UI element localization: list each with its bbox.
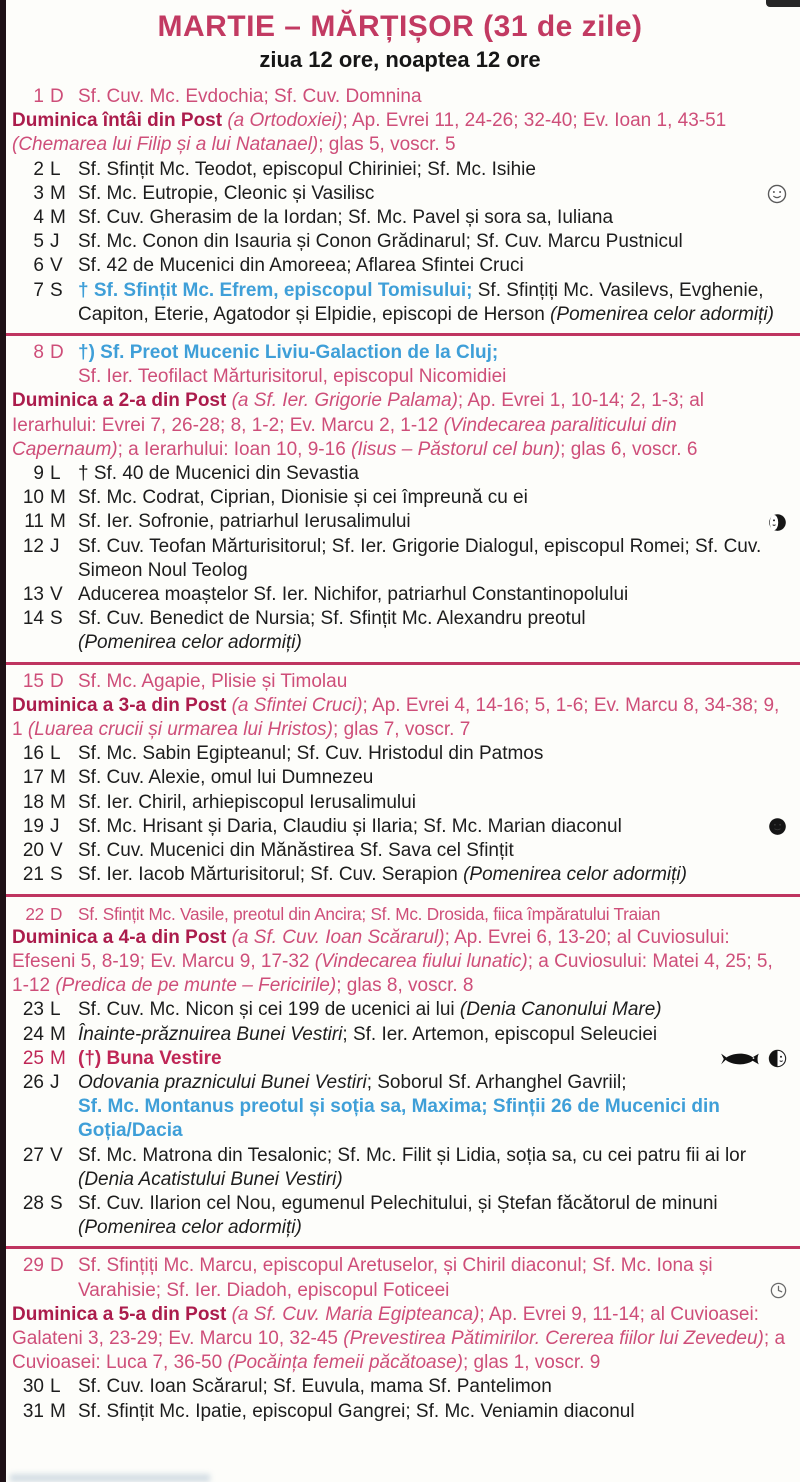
entry-text-segment: (Luarea crucii și urmarea lui Hristos) [27, 719, 334, 741]
first-quarter-moon-icon [767, 1048, 788, 1069]
day-number: 14 [22, 608, 44, 630]
entry-text-segment: Sf. Cuv. Mucenici din Mănăstirea Sf. Sava cel Sfințit [78, 840, 514, 862]
day-number-label [12, 535, 60, 559]
entry-text-segment: Sf. Mc. Hrisant și Daria, Claudiu și Ilaria; Sf. Mc. Marian diaconul [78, 815, 622, 837]
entry-text-segment: Sf. Cuv. Mc. Evdochia; Sf. Cuv. Domnina [78, 86, 422, 107]
entry-text-segment: (Pomenirea celor adormiți) [78, 1217, 302, 1239]
entry-text-segment: (Vindecarea fiului lunatic) [314, 950, 528, 972]
entry-text-segment: Duminica a 2-a din Post [12, 390, 232, 412]
day-number-label [12, 158, 61, 182]
day-number-label [12, 998, 61, 1022]
entry-text-segment: (Pocăința femeii păcătoase) [227, 1352, 463, 1374]
entry-text-segment: Înainte-prăznuirea Bunei Vestiri [78, 1023, 343, 1045]
day-number-label [12, 206, 66, 230]
calendar-entry-day-25 [12, 1047, 790, 1071]
day-number-label [12, 279, 63, 303]
weekday-letter: M [50, 487, 66, 509]
calendar-entry-day-24 [12, 1023, 790, 1047]
entry-text-segment: Sf. Sfințiți Mc. Marcu, episcopul Aretuselor, și Chiril diaconul; Sf. Mc. Iona și Varahisie; Sf. Ier. Diadoh, episcopul Foticeei [78, 1255, 713, 1301]
day-number: 22 [25, 903, 44, 924]
day-number: 13 [22, 584, 44, 606]
page-left-edge [0, 0, 6, 1482]
day-number-label [12, 182, 66, 206]
weekday-letter: J [50, 1071, 60, 1093]
weekday-letter: D [50, 670, 64, 692]
weekday-letter: D [50, 342, 64, 364]
calendar-entry-day-20 [12, 839, 790, 863]
weekday-letter: D [50, 1255, 64, 1277]
day-number-label [12, 510, 66, 534]
weekday-letter: M [50, 511, 66, 533]
day-number-label [12, 863, 63, 887]
entry-text-segment: Sf. Cuv. Benedict de Nursia; Sf. Sfințit Mc. Alexandru preotul [78, 608, 586, 630]
entry-text-segment: Sf. Mc. Eutropie, Cleonic și Vasilisc [78, 182, 375, 204]
day-number-label [12, 1400, 66, 1424]
entry-text-segment: Sf. 42 de Mucenici din Amoreea; Aflarea Sfintei Cruci [78, 255, 524, 277]
day-number: 25 [22, 1047, 44, 1069]
entry-text-segment: Sf. Cuv. Ilarion cel Nou, egumenul Pelechitului, și Ștefan făcătorul de minuni [78, 1192, 718, 1214]
day-number-label [12, 583, 63, 607]
entry-text-segment: (Pomenirea celor adormiți) [463, 864, 687, 886]
calendar-entry-day-13 [12, 583, 790, 607]
sunday-lectionary-paragraph [12, 389, 790, 462]
scan-corner-mark [766, 0, 800, 7]
weekday-letter: L [50, 463, 61, 485]
entry-symbols [767, 510, 788, 534]
day-number-label [12, 486, 66, 510]
day-number-label [12, 85, 64, 109]
weekday-letter: L [50, 999, 61, 1021]
weekday-letter: S [50, 864, 63, 886]
week-separator-line [0, 1246, 800, 1249]
day-number-label [12, 1047, 66, 1071]
entry-text-segment: ; glas 1, voscr. 9 [462, 1352, 601, 1374]
day-number: 28 [22, 1192, 44, 1214]
day-number: 29 [22, 1255, 44, 1277]
calendar-entry-day-28 [12, 1192, 790, 1240]
calendar-entry-day-1 [12, 85, 790, 109]
page-header [0, 0, 800, 73]
day-number-label [12, 462, 61, 486]
calendar-entry-day-6 [12, 254, 790, 278]
day-number: 6 [33, 255, 44, 277]
calendar-entry-day-26 [12, 1071, 790, 1144]
weekday-letter: M [50, 1023, 66, 1045]
month-title: MARTIE – MĂRȚIȘOR (31 de zile) [157, 10, 643, 43]
day-number: 8 [33, 342, 44, 364]
day-number-label [12, 1375, 61, 1399]
new-moon-icon [767, 816, 788, 837]
weekday-letter: L [50, 158, 61, 180]
calendar-entry-day-11 [12, 510, 790, 534]
weekday-letter: M [50, 791, 66, 813]
sunday-lectionary-paragraph [12, 926, 790, 999]
weekday-letter: M [50, 207, 66, 229]
entry-text-segment: Duminica a 3-a din Post [12, 694, 232, 716]
day-number-label [12, 791, 66, 815]
entry-text-segment: Sf. Ier. Iacob Mărturisitorul; Sf. Cuv. Serapion [78, 864, 464, 886]
entry-text-segment: Sf. Sfințiți Mc. Vasilevs, Evghenie, Capiton, Eterie, Agatodor și Elpidie, episcopi de Herson [78, 279, 764, 325]
calendar-entry-day-23 [12, 998, 790, 1022]
full-moon-icon [766, 183, 788, 205]
calendar-entry-day-10 [12, 486, 790, 510]
entry-text-segment: Odovania praznicului Bunei Vestiri [78, 1071, 367, 1093]
day-number: 21 [22, 864, 44, 886]
day-number: 4 [33, 207, 44, 229]
sunday-lectionary-paragraph [12, 1303, 790, 1376]
entry-text-segment: (Denia Canonului Mare) [459, 999, 662, 1021]
entry-text-segment: ; a Ierarhului: Ioan 10, 9-16 [117, 438, 352, 460]
sunday-lectionary-paragraph [12, 694, 790, 742]
calendar-entry-day-2 [12, 158, 790, 182]
weekday-letter: V [50, 1144, 63, 1166]
entry-text-segment: Sf. Cuv. Alexie, omul lui Dumnezeu [78, 767, 374, 789]
day-number-label [12, 1023, 66, 1047]
entry-text-segment: ; Sf. Ier. Artemon, episcopul Seleuciei [342, 1023, 658, 1045]
week-separator-line [0, 333, 800, 336]
entry-text-segment: ; a Cuviosului: Matei 4, 25; 5, 1-12 [12, 950, 773, 997]
entry-text-segment: Sf. Ier. Teofilact Mărturisitorul, episcopul Nicomidiei [78, 366, 507, 388]
weekday-letter: J [50, 231, 60, 253]
day-number: 18 [22, 791, 44, 813]
entry-text-segment: (Prevestirea Pătimirilor. Cererea fiilor lui Zevedeu) [343, 1327, 764, 1349]
fish-icon [720, 1050, 760, 1068]
entry-text-segment: † Sf. 40 de Mucenici din Sevastia [78, 463, 359, 485]
day-number: 12 [22, 535, 44, 557]
entry-text-segment: ; a Cuvioasei: Luca 7, 36-50 [12, 1327, 786, 1374]
entry-text-segment: Sf. Mc. Matrona din Tesalonic; Sf. Mc. Filit și Lidia, soția sa, cu cei patru fii ai lor [78, 1144, 747, 1166]
calendar-entry-day-3 [12, 182, 790, 206]
day-number-label [12, 607, 63, 631]
weekday-letter: L [50, 743, 61, 765]
entry-text-segment: Sf. Mc. Agapie, Plisie și Timolau [78, 670, 348, 692]
day-number: 2 [33, 158, 44, 180]
entry-text-segment: (Pomenirea celor adormiți) [550, 303, 774, 325]
day-night-hours: ziua 12 ore, noaptea 12 ore [259, 47, 541, 72]
weekday-letter: J [50, 535, 60, 557]
day-number: 27 [22, 1144, 44, 1166]
entry-text-segment: (†) Buna Vestire [78, 1047, 222, 1069]
day-number-label [12, 742, 61, 766]
calendar-entry-day-9 [12, 462, 790, 486]
weekday-letter: L [50, 1376, 61, 1398]
day-number-label [12, 766, 66, 790]
entry-text-segment: Sf. Sfințit Mc. Ipatie, episcopul Gangrei; Sf. Mc. Veniamin diaconul [78, 1400, 635, 1422]
calendar-entry-day-22 [12, 902, 790, 926]
entry-text-segment: ; Ap. Evrei 4, 14-16; 5, 1-6; Ev. Marcu 8, 34-38; 9, 1 [12, 694, 780, 741]
entry-text-segment: Sf. Mc. Montanus preotul și soția sa, Maxima; Sfinții 26 de Mucenici din Goția/Dacia [78, 1096, 720, 1142]
entry-text-segment: Sf. Mc. Codrat, Ciprian, Dionisie și cei împreună cu ei [78, 487, 528, 509]
entry-text-segment: (a Sfintei Cruci) [231, 694, 363, 716]
calendar-entry-day-19 [12, 815, 790, 839]
weekday-letter: V [50, 840, 63, 862]
entry-text-segment: (Vindecarea paraliticului din Capernaum) [12, 414, 677, 460]
sunday-lectionary-paragraph [12, 109, 790, 157]
week-separator-line [0, 894, 800, 897]
entry-text-segment: ; glas 6, voscr. 6 [560, 438, 698, 460]
entry-text-segment: Sf. Sfințit Mc. Teodot, episcopul Chiriniei; Sf. Mc. Isihie [78, 158, 536, 180]
day-number-label [12, 1254, 64, 1278]
day-number-label [12, 670, 64, 694]
weekday-letter: S [50, 608, 63, 630]
entry-text-segment: (Denia Acatistului Bunei Vestiri) [78, 1168, 343, 1190]
day-number-label [12, 230, 60, 254]
entry-text-segment: (Predica de pe munte – Fericirile) [55, 975, 337, 997]
entry-text-segment: ; glas 7, voscr. 7 [333, 719, 471, 741]
day-number-label [12, 815, 60, 839]
day-number: 17 [22, 767, 44, 789]
entry-text-segment: Sf. Mc. Conon din Isauria și Conon Grădinarul; Sf. Cuv. Marcu Pustnicul [78, 231, 683, 253]
calendar-entry-day-15 [12, 670, 790, 694]
day-number: 23 [22, 999, 44, 1021]
weekday-letter: V [50, 584, 63, 606]
entry-symbols [766, 182, 788, 206]
entry-text-segment: (a Sf. Ier. Grigorie Palama) [231, 390, 458, 412]
entry-text-segment: ; glas 5, voscr. 5 [318, 134, 456, 156]
entry-text-segment: Duminica a 5-a din Post [12, 1303, 232, 1325]
entry-symbols [720, 1047, 788, 1071]
calendar-list [12, 85, 790, 1424]
entry-text-segment: ; glas 8, voscr. 8 [336, 975, 474, 997]
day-number-label [12, 254, 63, 278]
calendar-entry-day-4 [12, 206, 790, 230]
calendar-entry-day-30 [12, 1375, 790, 1399]
entry-text-segment: (a Sf. Cuv. Ioan Scărarul) [231, 926, 445, 948]
entry-text-segment: Duminica a 4-a din Post [12, 926, 232, 948]
calendar-entry-day-7 [12, 279, 790, 327]
entry-text-segment: (Chemarea lui Filip și a lui Natanael) [12, 134, 319, 156]
day-number-label [12, 839, 63, 863]
weekday-letter: M [50, 767, 66, 789]
calendar-entry-day-27 [12, 1144, 790, 1192]
calendar-entry-day-14 [12, 607, 790, 655]
entry-text-segment: Sf. Cuv. Ioan Scărarul; Sf. Euvula, mama Sf. Pantelimon [78, 1376, 552, 1398]
calendar-entry-day-16 [12, 742, 790, 766]
calendar-entry-day-18 [12, 791, 790, 815]
day-number: 19 [22, 815, 44, 837]
day-number-label [12, 341, 64, 365]
day-number: 26 [22, 1071, 44, 1093]
calendar-entry-day-17 [12, 766, 790, 790]
calendar-entry-day-31 [12, 1400, 790, 1424]
entry-text-segment: (Pomenirea celor adormiți) [78, 632, 302, 654]
entry-text-segment: (a Sf. Cuv. Maria Egipteanca) [231, 1303, 480, 1325]
entry-text-segment: ; Ap. Evrei 9, 11-14; al Cuvioasei: Galateni 3, 23-29; Ev. Marcu 10, 32-45 [12, 1303, 759, 1349]
calendar-entry-day-29 [12, 1254, 790, 1302]
entry-text-segment: ; Ap. Evrei 1, 10-14; 2, 1-3; al Ierarhului: Evrei 7, 26-28; 8, 1-2; Ev. Marcu 2, 1-12 [12, 390, 705, 436]
weekday-letter: M [50, 1400, 66, 1422]
entry-text-segment: Sf. Cuv. Mc. Nicon și cei 199 de ucenici ai lui [78, 999, 460, 1021]
entry-text-segment: Sf. Mc. Sabin Egipteanul; Sf. Cuv. Hristodul din Patmos [78, 743, 544, 765]
day-number: 16 [22, 743, 44, 765]
entry-text-segment: ; Ap. Evrei 11, 24-26; 32-40; Ev. Ioan 1, 43-51 [342, 110, 727, 132]
day-number-label [12, 1144, 63, 1168]
weekday-letter: D [50, 903, 63, 924]
weekday-letter: S [50, 1192, 63, 1214]
day-number: 15 [22, 670, 44, 692]
entry-symbols [767, 815, 788, 839]
weekday-letter: S [50, 279, 63, 301]
entry-text-segment: ; Soborul Sf. Arhanghel Gavriil; [366, 1071, 627, 1093]
weekday-letter: J [50, 815, 60, 837]
day-number: 1 [33, 86, 44, 107]
day-number: 10 [22, 487, 44, 509]
day-number: 3 [33, 182, 44, 204]
day-number: 7 [33, 279, 44, 301]
day-number: 5 [33, 231, 44, 253]
entry-text-segment: † Sf. Sfințit Mc. Efrem, episcopul Tomisului; [78, 279, 473, 301]
weekday-letter: M [50, 182, 66, 204]
entry-text-segment: Aducerea moaștelor Sf. Ier. Nichifor, patriarhul Constantinopolului [78, 584, 629, 606]
day-number-label [12, 1192, 63, 1216]
clock-icon [769, 1281, 788, 1300]
day-number-label [12, 1071, 60, 1095]
entry-text-segment: Sf. Sfințit Mc. Vasile, preotul din Ancira; Sf. Mc. Drosida, fiica împăratului Traian [78, 903, 661, 924]
day-number-label [12, 902, 62, 926]
entry-text-segment: (a Ortodoxiei) [227, 110, 343, 132]
entry-text-segment: Duminica întâi din Post [12, 110, 228, 132]
day-number: 9 [33, 463, 44, 485]
scan-smudge [10, 1474, 210, 1482]
calendar-entry-day-21 [12, 863, 790, 887]
weekday-letter: D [50, 86, 64, 107]
entry-text-segment: Sf. Cuv. Gherasim de la Iordan; Sf. Mc. Pavel și sora sa, Iuliana [78, 207, 614, 229]
day-number: 11 [24, 511, 44, 533]
day-number: 30 [22, 1376, 44, 1398]
calendar-entry-day-5 [12, 230, 790, 254]
entry-text-segment: Sf. Ier. Sofronie, patriarhul Ierusalimului [78, 511, 411, 533]
entry-text-segment: †) Sf. Preot Mucenic Liviu-Galaction de la Cluj; [78, 342, 499, 364]
entry-text-segment: ; Ap. Evrei 6, 13-20; al Cuviosului: Efeseni 5, 8-19; Ev. Marcu 9, 17-32 [12, 926, 730, 972]
entry-text-segment: Sf. Ier. Chiril, arhiepiscopul Ierusalimului [78, 791, 416, 813]
calendar-entry-day-12 [12, 535, 790, 583]
calendar-entry-day-8 [12, 341, 790, 389]
day-number: 31 [22, 1400, 44, 1422]
last-quarter-moon-icon [767, 512, 788, 533]
day-number: 20 [22, 840, 44, 862]
weekday-letter: V [50, 255, 63, 277]
weekday-letter: M [50, 1047, 66, 1069]
week-separator-line [0, 662, 800, 665]
entry-symbols [769, 1279, 788, 1303]
entry-text-segment: Sf. Cuv. Teofan Mărturisitorul; Sf. Ier. Grigorie Dialogul, episcopul Romei; Sf. Cuv. Simeon Noul Teolog [78, 535, 762, 581]
day-number: 24 [22, 1023, 44, 1045]
entry-text-segment: (Iisus – Păstorul cel bun) [351, 438, 561, 460]
